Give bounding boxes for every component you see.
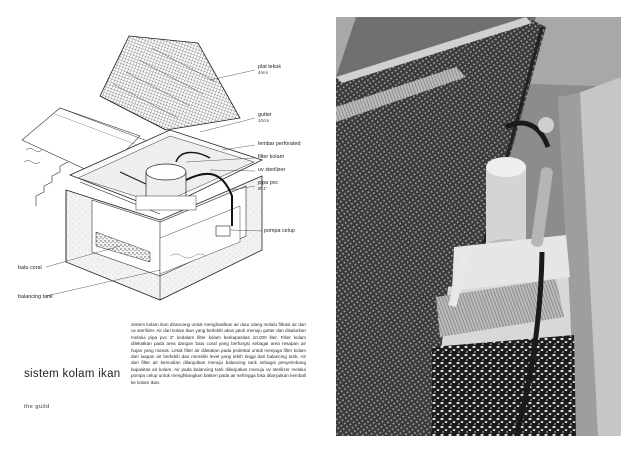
label-filter-kolam: filter kolam [258, 154, 285, 160]
firm-name: the guild [24, 404, 50, 410]
submersible-pump [216, 226, 230, 236]
photograph-filter-installation [336, 17, 621, 436]
label-plat-tekuk: plat tekuk 4mm [258, 64, 282, 75]
label-pompa-celup: pompa celup [264, 228, 295, 234]
steps [36, 162, 68, 206]
label-pipa-pvc: pipa pvc Ø 1" [258, 180, 279, 191]
label-batu-coral: batu coral [18, 265, 42, 271]
label-uv-sterilizer: uv sterilizer [258, 167, 286, 173]
label-balancing-tank: balancing tank [18, 294, 53, 300]
label-gutter: gutter 10cm [258, 112, 272, 123]
label-lembar-perforated: lembar perforated [258, 141, 301, 147]
page-title: sistem kolam ikan [24, 368, 121, 380]
description-paragraph: Sistem kolam ikan dirancang untuk menghasilkan air daur ulang melalu filtrasi air dan uv sterilizer. Air dari kolam ikan yang berlebih akan jatuh menuju gutter dan disalurkan melalui pipa pvc 3" kedalam filter kolam berkapasitas 10.000 liter. Filter kolam dilekatkan pada area dangan batu coral yang berfungsi sebagai area resapan air hujan yang masuk. Letak filter air diletakan pada pedestal untuk menjaga filter kolam dari luapan air berlebih dan memiliki level yang lebih tinggi dari balancing tank. Air dari filter air kemudian dilanjutkan menuju balancing tank sebagai penyeimbang kapasitas air kolam. Air pada balancing tank dilanjutkan menuju uv sterilizer melalui pompa celup untuk menghilangkan bakteri pada air sehingga bisa dilanjutkan kembali ke kolam ikan. [131, 322, 306, 385]
perforated-grille [100, 36, 240, 130]
